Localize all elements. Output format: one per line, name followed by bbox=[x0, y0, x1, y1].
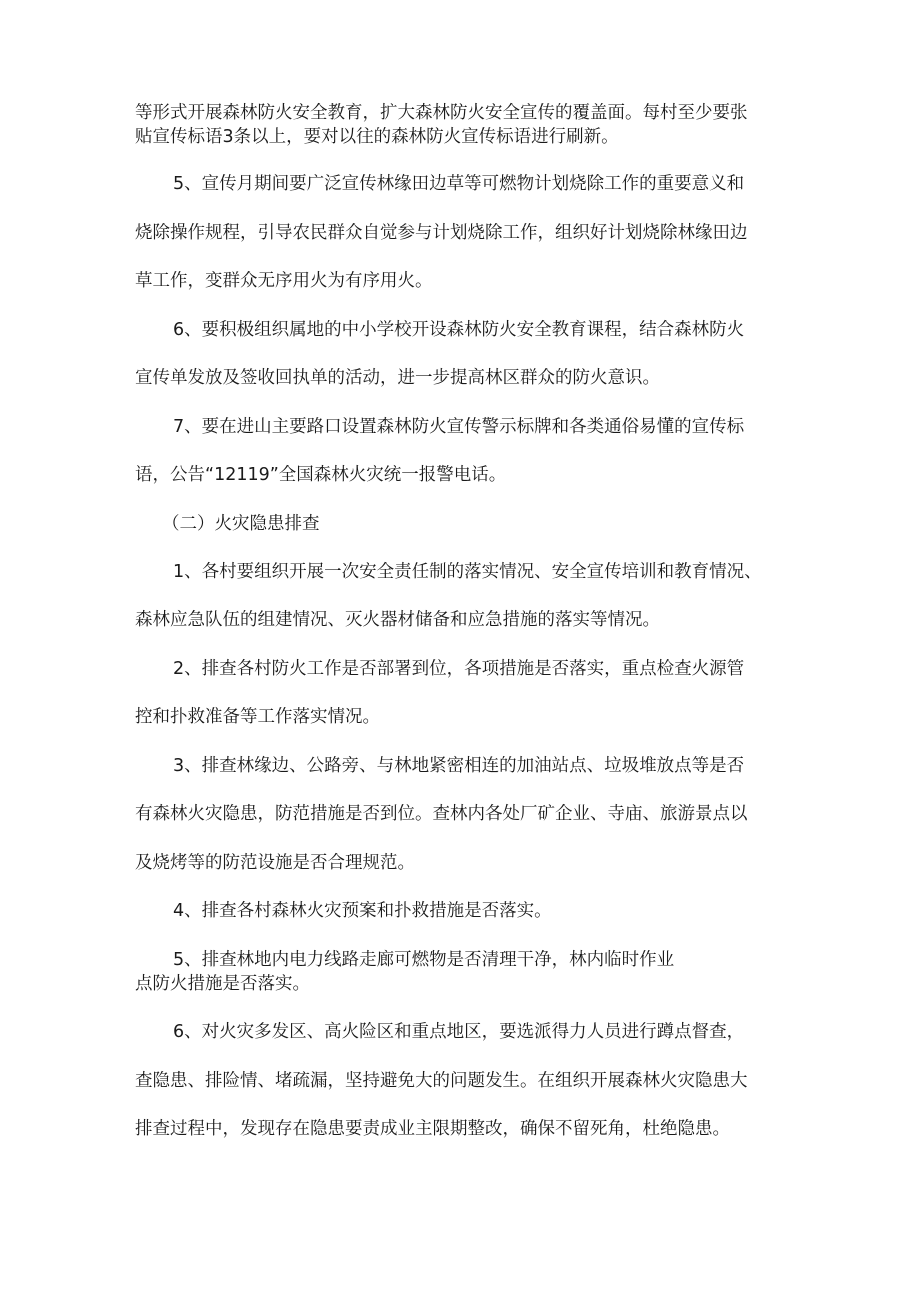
text-line: 及烧烤等的防范设施是否合理规范。 bbox=[135, 853, 415, 873]
text-line: 5、宣传月期间要广泛宣传林缘田边草等可燃物计划烧除工作的重要意义和 bbox=[173, 174, 745, 194]
text-line: 4、排查各村森林火灾预案和扑救措施是否落实。 bbox=[173, 901, 552, 921]
text-line: 1、各村要组织开展一次安全责任制的落实情况、安全宣传培训和教育情况、 bbox=[173, 562, 762, 582]
text-line: 排查过程中，发现存在隐患要责成业主限期整改，确保不留死角，杜绝隐患。 bbox=[135, 1119, 730, 1139]
section-heading: （二）火灾隐患排查 bbox=[162, 514, 320, 534]
text-line: 控和扑救准备等工作落实情况。 bbox=[135, 707, 380, 727]
text-line: 2、排查各村防火工作是否部署到位，各项措施是否落实，重点检查火源管 bbox=[173, 659, 745, 679]
text-line: 6、对火灾多发区、高火险区和重点地区，要选派得力人员进行蹲点督查， bbox=[173, 1022, 745, 1042]
text-line: 等形式开展森林防火安全教育，扩大森林防火安全宣传的覆盖面。每村至少要张 bbox=[135, 103, 748, 123]
text-line: 3、排查林缘边、公路旁、与林地紧密相连的加油站点、垃圾堆放点等是否 bbox=[173, 756, 745, 776]
text-line: 森林应急队伍的组建情况、灭火器材储备和应急措施的落实等情况。 bbox=[135, 610, 660, 630]
text-line: 贴宣传标语3条以上，要对以往的森林防火宣传标语进行刷新。 bbox=[135, 127, 619, 147]
text-line: 草工作，变群众无序用火为有序用火。 bbox=[135, 271, 433, 291]
text-line: 7、要在进山主要路口设置森林防火宣传警示标牌和各类通俗易懂的宣传标 bbox=[173, 417, 745, 437]
text-line: 查隐患、排险情、堵疏漏，坚持避免大的问题发生。在组织开展森林火灾隐患大 bbox=[135, 1071, 748, 1091]
text-line: 6、要积极组织属地的中小学校开设森林防火安全教育课程，结合森林防火 bbox=[173, 320, 745, 340]
text-line: 点防火措施是否落实。 bbox=[135, 974, 310, 994]
text-line: 有森林火灾隐患，防范措施是否到位。查林内各处厂矿企业、寺庙、旅游景点以 bbox=[135, 804, 748, 824]
text-line: 宣传单发放及签收回执单的活动，进一步提高林区群众的防火意识。 bbox=[135, 368, 660, 388]
text-line: 语，公告“12119”全国森林火灾统一报警电话。 bbox=[135, 465, 507, 485]
text-line: 5、排查林地内电力线路走廊可燃物是否清理干净，林内临时作业 bbox=[173, 950, 675, 970]
text-line: 烧除操作规程，引导农民群众自觉参与计划烧除工作，组织好计划烧除林缘田边 bbox=[135, 223, 748, 243]
